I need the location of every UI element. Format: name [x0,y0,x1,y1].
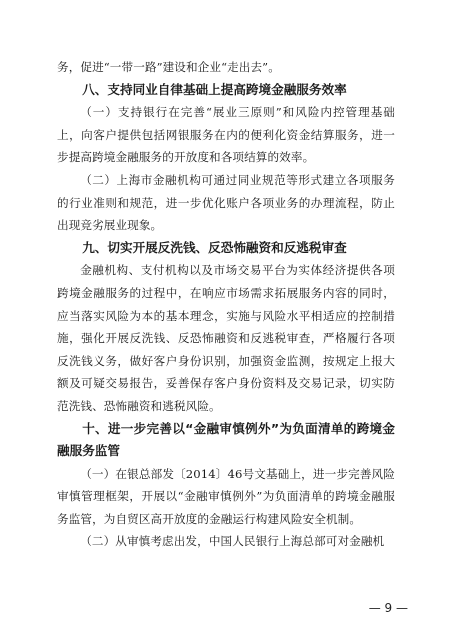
document-body [57,56,395,553]
section-heading-9: 九、切实开展反洗钱、反恐怖融资和反逃税审查 [82,239,347,255]
section-heading-10: 十、进一步完善以“金融审慎例外”为负面清单的跨境金融服务监管 [57,420,395,459]
section-heading-8: 八、支持同业自律基础上提高跨境金融服务效率 [82,81,347,97]
paragraph-8-1: （一）支持银行在完善“展业三原则”和风险内控管理基础上，向客户提供包括网银服务在内的便利化资金结算服务，进一步提高跨境金融服务的开放度和各项结算的效率。 [57,105,395,165]
paragraph-9: 金融机构、支付机构以及市场交易平台为实体经济提供各项跨境金融服务的过程中，在响应市场需求拓展服务内容的同时，应当落实风险为本的基本理念，实施与风险水平相适应的控制措施，强化开展反洗钱、反恐怖融资和反逃税审查，严格履行各项反洗钱义务，做好客户身份识别，加强资金监测，按规定上报大额及可疑交易报告，妥善保存客户身份资料及交易记录，切实防范洗钱、恐怖融资和逃税风险。 [57,263,395,413]
page-number: — 9 — [368,601,408,615]
paragraph-10-2: （二）从审慎考虑出发，中国人民银行上海总部可对金融机 [80,534,385,549]
paragraph-8-2: （二）上海市金融机构可通过同业规范等形式建立各项服务的行业准则和规范，进一步优化账户各项业务的办理流程，防止出现竞劣展业现象。 [57,172,395,233]
paragraph-10-1: （一）在银总部发〔2014〕46号文基础上，进一步完善风险审慎管理框架，开展以“金融审慎例外”为负面清单的跨境金融服务监管，为自贸区高开放度的金融运行构建风险安全机制。 [57,466,395,526]
paragraph-continuation: 务，促进“一带一路”建设和企业“走出去”。 [57,60,280,74]
